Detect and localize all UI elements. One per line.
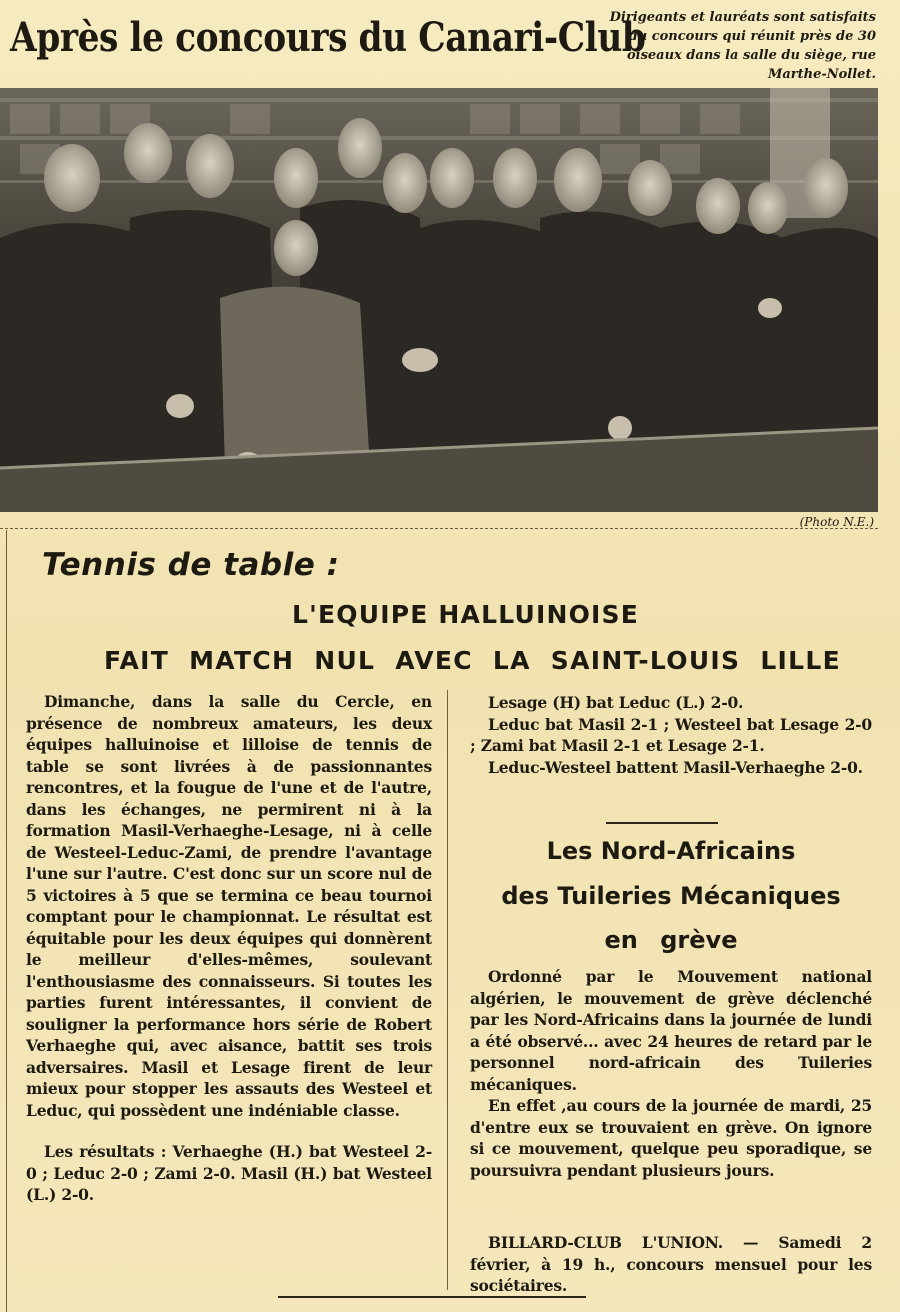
bottom-divider [278,1296,586,1298]
tennis-result-line: Leduc bat Masil 2-1 ; Westeel bat Lesage 2-0 ; Zami bat Masil 2-1 et Lesage 2-1. [470,714,872,755]
strike-headline-line-3: en grève [604,926,738,954]
photo-caption: Dirigeants et lauréats sont satisfaits du concours qui réunit près de 30 oiseaux dans la salle du siège, rue Marthe-Nollet. [609,10,876,82]
tennis-result-line: Lesage (H) bat Leduc (L.) 2-0. [488,693,744,712]
tennis-headline-line-2: FAIT MATCH NUL AVEC LA SAINT-LOUIS LILLE [104,646,841,675]
strike-paragraph: Ordonné par le Mouvement national algérien, le mouvement de grève déclenché par les Nord-Africains dans la journée de lundi a été observé... avec 24 heures de retard par le personnel nord-africain des Tuileries mécaniques. [470,967,872,1094]
tennis-article-body [26,691,432,1206]
photo-credit: (Photo N.E.) [799,515,874,529]
tennis-headline-line-1: L'EQUIPE HALLUINOISE [292,600,640,629]
strike-paragraph: En effet ,au cours de la journée de mardi, 25 d'entre eux se trouvaient en grève. On ignore si ce mouvement, quelque peu sporadique, se poursuivra pendant plusieurs jours. [470,1096,872,1180]
column-divider [447,690,448,1290]
billard-notice [470,1232,872,1297]
strike-headline-line-1: Les Nord-Africains [546,837,796,865]
group-photo-image [0,88,878,512]
group-photo [0,88,878,512]
left-column-rule [6,530,7,1312]
tennis-results-continued [470,692,872,778]
tennis-result-line: Leduc-Westeel battent Masil-Verhaeghe 2-0. [488,757,863,777]
strike-headline-line-2: des Tuileries Mécaniques [501,882,841,910]
tennis-results-intro: Les résultats : Verhaeghe (H.) bat Westeel 2-0 ; Leduc 2-0 ; Zami 2-0. Masil (H.) bat Westeel (L.) 2-0. [26,1142,432,1204]
billard-notice-text: BILLARD-CLUB L'UNION. — Samedi 2 février, à 19 h., concours mensuel pour les sociétaires. [470,1233,872,1295]
tennis-kicker: Tennis de table : [42,547,340,583]
article-separator [606,822,718,824]
canari-club-headline: Après le concours du Canari-Club [10,14,646,61]
section-divider [0,528,878,529]
tennis-body-paragraph: Dimanche, dans la salle du Cercle, en présence de nombreux amateurs, les deux équipes halluinoise et lilloise de tennis de table se sont livrées à de passionnantes rencontres, et la fougue de l'une et de l'autre, dans les échanges, ne permirent ni à la formation Masil-Verhaeghe-Lesage, ni à celle de Westeel-Leduc-Zami, de prendre l'avantage l'une sur l'autre. C'est donc sur un score nul de 5 victoires à 5 que se termina ce beau tournoi comptant pour le championnat. Le résultat est équitable pour les deux équipes qui donnèrent le meilleur d'elles-mêmes, soulevant l'enthousiasme des connaisseurs. Si toutes les parties furent intéressantes, il convient de souligner la performance hors série de Robert Verhaeghe qui, avec aisance, battit ses trois adversaires. Masil et Lesage firent de leur mieux pour stopper les assauts des Westeel et Leduc, qui possèdent une indéniable classe. [26,692,432,1120]
strike-article-body [470,966,872,1181]
